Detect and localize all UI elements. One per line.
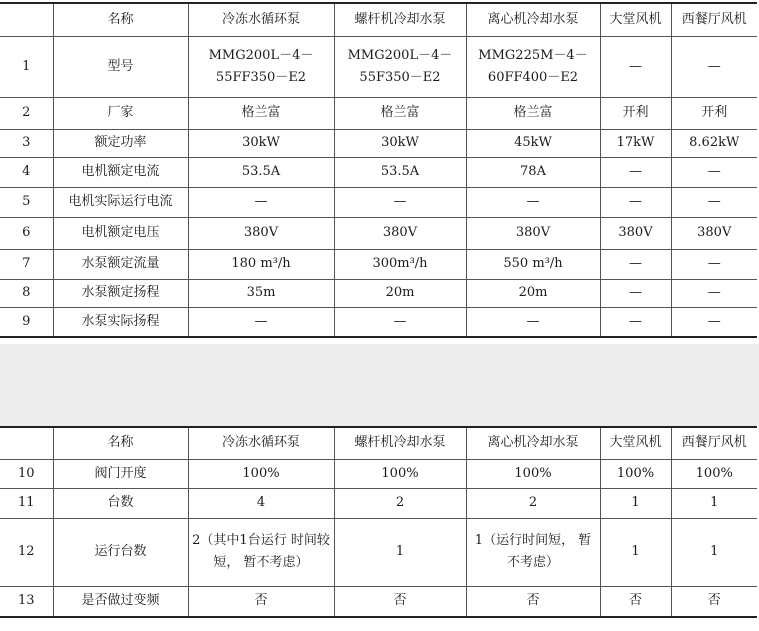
table-cell: 1 [671,518,757,586]
table-cell: — [600,36,671,97]
table-cell: 电机额定电流 [53,157,188,187]
header-cell: 冷冻水循环泵 [188,427,334,459]
table-cell: 53.5A [188,157,334,187]
table-cell: 否 [466,586,600,617]
table-cell: — [671,249,757,279]
table-cell: 型号 [53,36,188,97]
table-cell: — [600,249,671,279]
equipment-spec-table-1 [0,2,757,338]
table-cell: — [466,307,600,337]
row-number-cell: 13 [0,586,53,617]
header-cell: 离心机冷却水泵 [466,3,600,36]
table-cell: — [600,187,671,217]
table-cell: 20m [334,279,466,307]
table-row [0,586,757,617]
table-cell: 20m [466,279,600,307]
table-cell: 额定功率 [53,129,188,157]
table-cell: 180 m³/h [188,249,334,279]
table-cell: 1（运行时间短， 暂不考虑） [466,518,600,586]
table1-body [0,3,757,337]
table-cell: 100% [334,459,466,488]
header-cell: 名称 [53,427,188,459]
table-cell: 阀门开度 [53,459,188,488]
table-cell: — [334,187,466,217]
table-cell: MMG200L－4－ 55F350－E2 [334,36,466,97]
table-cell: 格兰富 [188,97,334,129]
table-row [0,187,757,217]
table-cell: 35m [188,279,334,307]
row-number-cell: 1 [0,36,53,97]
table-cell: 水泵额定扬程 [53,279,188,307]
table-cell: 格兰富 [466,97,600,129]
table-cell: 100% [188,459,334,488]
table-cell: 开利 [600,97,671,129]
table-cell: 380V [671,217,757,249]
table-row [0,307,757,337]
table-cell: 2 [334,488,466,518]
row-number-cell: 12 [0,518,53,586]
table-cell: 30kW [334,129,466,157]
table-cell: 78A [466,157,600,187]
table-cell: 1 [600,488,671,518]
table-row [0,459,757,488]
row-number-cell: 8 [0,279,53,307]
header-cell: 螺杆机冷却水泵 [334,427,466,459]
header-cell: 冷冻水循环泵 [188,3,334,36]
table-cell: 台数 [53,488,188,518]
table-cell: 1 [334,518,466,586]
table-row [0,129,757,157]
page-gap [0,344,759,426]
row-number-cell: 6 [0,217,53,249]
row-number-cell: 11 [0,488,53,518]
table-cell: 45kW [466,129,600,157]
row-number-cell: 10 [0,459,53,488]
table-cell: — [671,307,757,337]
table-cell: 100% [466,459,600,488]
table-cell: 100% [671,459,757,488]
table-cell: 2（其中1台运行 时间较短， 暂不考虑） [188,518,334,586]
table-row [0,217,757,249]
table-cell: — [600,307,671,337]
table-cell: 100% [600,459,671,488]
row-number-cell: 4 [0,157,53,187]
header-cell: 西餐厅风机 [671,427,757,459]
table-cell: 30kW [188,129,334,157]
table-row [0,518,757,586]
table-cell: — [334,307,466,337]
table-cell: 水泵额定流量 [53,249,188,279]
table-cell: 格兰富 [334,97,466,129]
table-cell: 2 [466,488,600,518]
table-cell: 380V [188,217,334,249]
table-cell: 否 [188,586,334,617]
row-number-cell: 2 [0,97,53,129]
header-row [0,3,757,36]
table-cell: 否 [334,586,466,617]
table-row [0,36,757,97]
table2-body [0,427,757,617]
table-cell: — [671,36,757,97]
table-cell: 380V [466,217,600,249]
table-cell: MMG200L－4－ 55FF350－E2 [188,36,334,97]
table-cell: 运行台数 [53,518,188,586]
table-cell: 否 [671,586,757,617]
table-cell: 380V [334,217,466,249]
table-cell: 是否做过变频 [53,586,188,617]
table-cell: 电机实际运行电流 [53,187,188,217]
table-cell: — [671,279,757,307]
table-cell: 1 [671,488,757,518]
equipment-spec-table-2 [0,426,757,618]
table-cell: 380V [600,217,671,249]
header-row [0,427,757,459]
table-cell: 开利 [671,97,757,129]
table-cell: 厂家 [53,97,188,129]
table-cell: — [600,279,671,307]
table-row [0,488,757,518]
table-cell: 4 [188,488,334,518]
table-cell: — [188,307,334,337]
header-cell: 名称 [53,3,188,36]
row-number-cell: 9 [0,307,53,337]
table-cell: — [671,187,757,217]
table-cell: 电机额定电压 [53,217,188,249]
table-row [0,279,757,307]
table-cell: 300m³/h [334,249,466,279]
table-cell: — [188,187,334,217]
table-cell: 17kW [600,129,671,157]
table-cell: MMG225M－4－ 60FF400－E2 [466,36,600,97]
header-cell [0,427,53,459]
table-cell: — [600,157,671,187]
table-cell: 8.62kW [671,129,757,157]
table-cell: 否 [600,586,671,617]
row-number-cell: 3 [0,129,53,157]
row-number-cell: 7 [0,249,53,279]
header-cell: 大堂风机 [600,3,671,36]
header-cell [0,3,53,36]
table-cell: — [466,187,600,217]
table-cell: 1 [600,518,671,586]
header-cell: 西餐厅风机 [671,3,757,36]
row-number-cell: 5 [0,187,53,217]
table-cell: 53.5A [334,157,466,187]
table-cell: 550 m³/h [466,249,600,279]
header-cell: 大堂风机 [600,427,671,459]
header-cell: 离心机冷却水泵 [466,427,600,459]
header-cell: 螺杆机冷却水泵 [334,3,466,36]
table-row [0,249,757,279]
table-cell: — [671,157,757,187]
table-row [0,157,757,187]
table-cell: 水泵实际扬程 [53,307,188,337]
table-row [0,97,757,129]
